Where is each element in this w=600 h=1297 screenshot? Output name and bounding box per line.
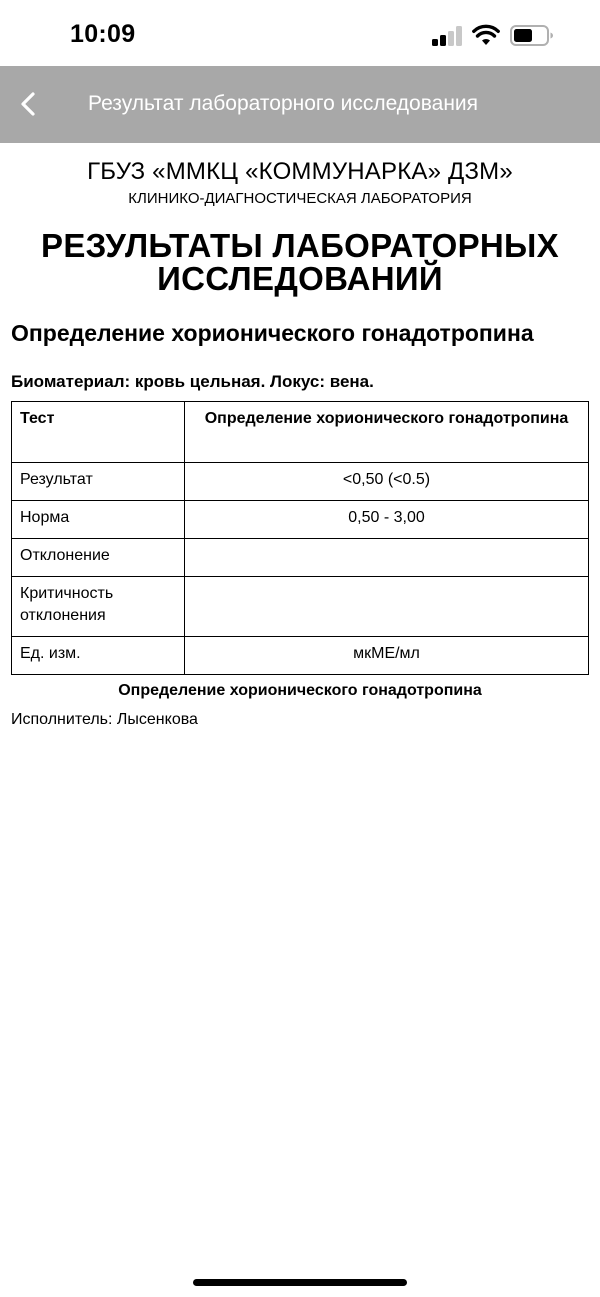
results-table — [11, 401, 589, 675]
status-bar — [0, 0, 600, 66]
document-title — [0, 229, 600, 295]
biomaterial-info: Биоматериал: кровь цельная. Локус: вена. — [11, 372, 374, 391]
home-indicator[interactable] — [193, 1279, 407, 1286]
cellular-signal-icon — [432, 26, 464, 46]
row-value: <0,50 (<0.5) — [185, 463, 589, 501]
chevron-left-icon — [10, 82, 50, 126]
row-value — [185, 577, 589, 637]
row-label: Норма — [12, 501, 185, 539]
back-button[interactable] — [10, 82, 50, 126]
header-test-name: Определение хорионического гонадотропина — [185, 402, 589, 463]
table-row — [12, 501, 589, 539]
test-section-title: Определение хорионического гонадотропина — [11, 320, 534, 346]
document-title-line: ИССЛЕДОВАНИЙ — [157, 260, 443, 297]
table-row — [12, 463, 589, 501]
row-value: 0,50 - 3,00 — [185, 501, 589, 539]
footer-caption: Определение хорионического гонадотропина — [118, 682, 482, 699]
table-row — [12, 577, 589, 637]
laboratory-name: КЛИНИКО-ДИАГНОСТИЧЕСКАЯ ЛАБОРАТОРИЯ — [128, 190, 472, 207]
table-row — [12, 637, 589, 675]
row-value: мкМЕ/мл — [185, 637, 589, 675]
table-header-row — [12, 402, 589, 463]
organization-name: ГБУЗ «ММКЦ «КОММУНАРКА» ДЗМ» — [87, 158, 513, 185]
row-value — [185, 539, 589, 577]
nav-header — [0, 66, 600, 143]
battery-icon — [510, 25, 554, 46]
row-label: Результат — [12, 463, 185, 501]
row-label: Ед. изм. — [12, 637, 185, 675]
header-test: Тест — [12, 402, 185, 463]
page-title: Результат лабораторного исследования — [88, 92, 479, 115]
row-label: Критичность отклонения — [12, 577, 185, 637]
wifi-icon — [472, 24, 500, 46]
status-time: 10:09 — [70, 20, 136, 48]
row-label: Отклонение — [12, 539, 185, 577]
table-row — [12, 539, 589, 577]
document-title-line: РЕЗУЛЬТАТЫ ЛАБОРАТОРНЫХ — [41, 227, 559, 264]
performer-name: Исполнитель: Лысенкова — [11, 711, 198, 728]
